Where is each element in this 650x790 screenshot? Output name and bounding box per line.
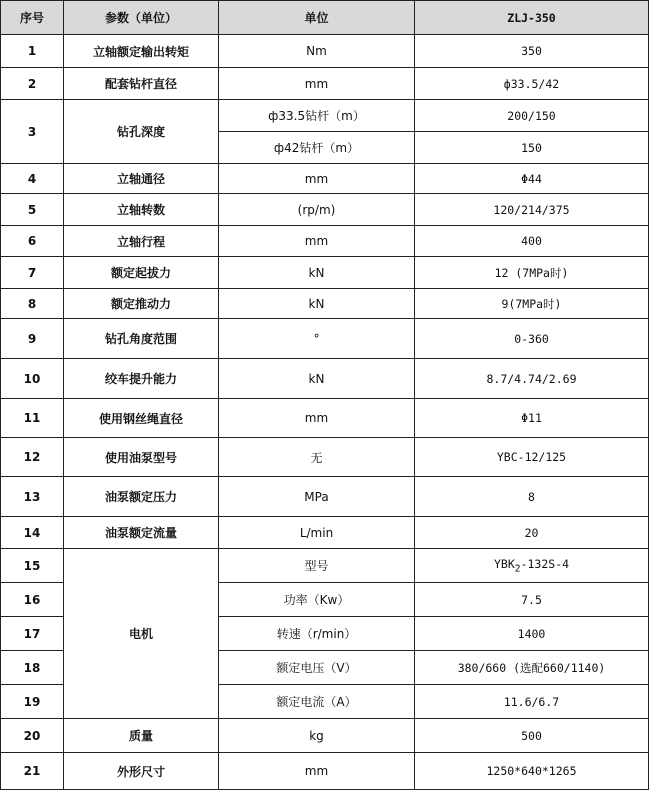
row-no: 2 [1, 68, 64, 100]
row-value: ф33.5/42 [415, 68, 649, 100]
table-row [1, 477, 649, 517]
motor-model-suffix: -132S-4 [520, 556, 570, 571]
row-param: 配套钻杆直径 [64, 68, 219, 100]
row-unit: ф42钻杆（m） [219, 132, 415, 164]
table-row [1, 289, 649, 319]
header-unit: 单位 [219, 1, 415, 35]
row-value: 150 [415, 132, 649, 164]
row-value: Φ11 [415, 399, 649, 438]
row-unit: Nm [219, 35, 415, 68]
table-row [1, 719, 649, 753]
row-no: 13 [1, 477, 64, 517]
row-unit: 型号 [219, 549, 415, 583]
row-param: 油泵额定压力 [64, 477, 219, 517]
row-param: 立轴额定输出转矩 [64, 35, 219, 68]
row-param: 额定推动力 [64, 289, 219, 319]
table-row [1, 68, 649, 100]
row-no: 10 [1, 359, 64, 399]
row-no: 9 [1, 319, 64, 359]
row-unit: kN [219, 359, 415, 399]
table-row [1, 517, 649, 549]
row-value: 350 [415, 35, 649, 68]
table-row [1, 438, 649, 477]
row-value: 11.6/6.7 [415, 685, 649, 719]
row-value: 8 [415, 477, 649, 517]
row-param: 钻孔深度 [64, 100, 219, 164]
row-unit: 额定电流（A） [219, 685, 415, 719]
row-no: 20 [1, 719, 64, 753]
row-unit: ф33.5钻杆（m） [219, 100, 415, 132]
table-row [1, 753, 649, 790]
row-no: 14 [1, 517, 64, 549]
row-no: 1 [1, 35, 64, 68]
row-no: 18 [1, 651, 64, 685]
row-no: 5 [1, 194, 64, 226]
row-value: YBC-12/125 [415, 438, 649, 477]
row-unit: L/min [219, 517, 415, 549]
row-no: 17 [1, 617, 64, 651]
row-no: 8 [1, 289, 64, 319]
row-value: 1400 [415, 617, 649, 651]
row-param: 立轴转数 [64, 194, 219, 226]
row-no: 16 [1, 583, 64, 617]
row-param: 立轴通径 [64, 164, 219, 194]
row-value: 400 [415, 226, 649, 257]
row-no: 15 [1, 549, 64, 583]
table-row [1, 257, 649, 289]
table-row [1, 194, 649, 226]
row-no: 12 [1, 438, 64, 477]
header-no: 序号 [1, 1, 64, 35]
row-no: 3 [1, 100, 64, 164]
row-value: 0-360 [415, 319, 649, 359]
row-unit: (rp/m) [219, 194, 415, 226]
row-value: 120/214/375 [415, 194, 649, 226]
row-no: 7 [1, 257, 64, 289]
row-unit: mm [219, 399, 415, 438]
header-param: 参数（单位） [64, 1, 219, 35]
row-unit: 无 [219, 438, 415, 477]
row-param: 外形尺寸 [64, 753, 219, 790]
header-row [1, 1, 649, 35]
table-row [1, 164, 649, 194]
row-param: 油泵额定流量 [64, 517, 219, 549]
row-value: 200/150 [415, 100, 649, 132]
motor-model-subscript: 2 [514, 563, 521, 575]
table-row [1, 226, 649, 257]
row-value: 7.5 [415, 583, 649, 617]
row-no: 11 [1, 399, 64, 438]
row-unit: kg [219, 719, 415, 753]
row-param: 立轴行程 [64, 226, 219, 257]
row-value: 8.7/4.74/2.69 [415, 359, 649, 399]
row-param: 额定起拔力 [64, 257, 219, 289]
row-param-motor: 电机 [64, 549, 219, 719]
row-value-motor-model [415, 549, 649, 583]
row-value: 1250*640*1265 [415, 753, 649, 790]
row-param: 钻孔角度范围 [64, 319, 219, 359]
row-value: Φ44 [415, 164, 649, 194]
row-value: 9(7MPa时) [415, 289, 649, 319]
row-param: 使用钢丝绳直径 [64, 399, 219, 438]
row-unit: 转速（r/min） [219, 617, 415, 651]
row-unit: kN [219, 289, 415, 319]
row-value: 380/660 (选配660/1140) [415, 651, 649, 685]
row-unit: 额定电压（V） [219, 651, 415, 685]
row-unit: ° [219, 319, 415, 359]
row-value: 12 (7MPa时) [415, 257, 649, 289]
row-no: 21 [1, 753, 64, 790]
table-row [1, 399, 649, 438]
row-value: 20 [415, 517, 649, 549]
motor-model-prefix: YBK [493, 556, 515, 571]
row-param: 质量 [64, 719, 219, 753]
row-value: 500 [415, 719, 649, 753]
row-unit: 功率（Kw） [219, 583, 415, 617]
table-row [1, 100, 649, 132]
row-no: 4 [1, 164, 64, 194]
row-unit: mm [219, 164, 415, 194]
row-unit: mm [219, 68, 415, 100]
row-unit: MPa [219, 477, 415, 517]
table-row [1, 549, 649, 583]
table-row [1, 359, 649, 399]
row-param: 绞车提升能力 [64, 359, 219, 399]
header-model: ZLJ-350 [415, 1, 649, 35]
row-param: 使用油泵型号 [64, 438, 219, 477]
row-unit: kN [219, 257, 415, 289]
row-unit: mm [219, 753, 415, 790]
row-no: 19 [1, 685, 64, 719]
table-row [1, 35, 649, 68]
table-row [1, 319, 649, 359]
row-no: 6 [1, 226, 64, 257]
row-unit: mm [219, 226, 415, 257]
